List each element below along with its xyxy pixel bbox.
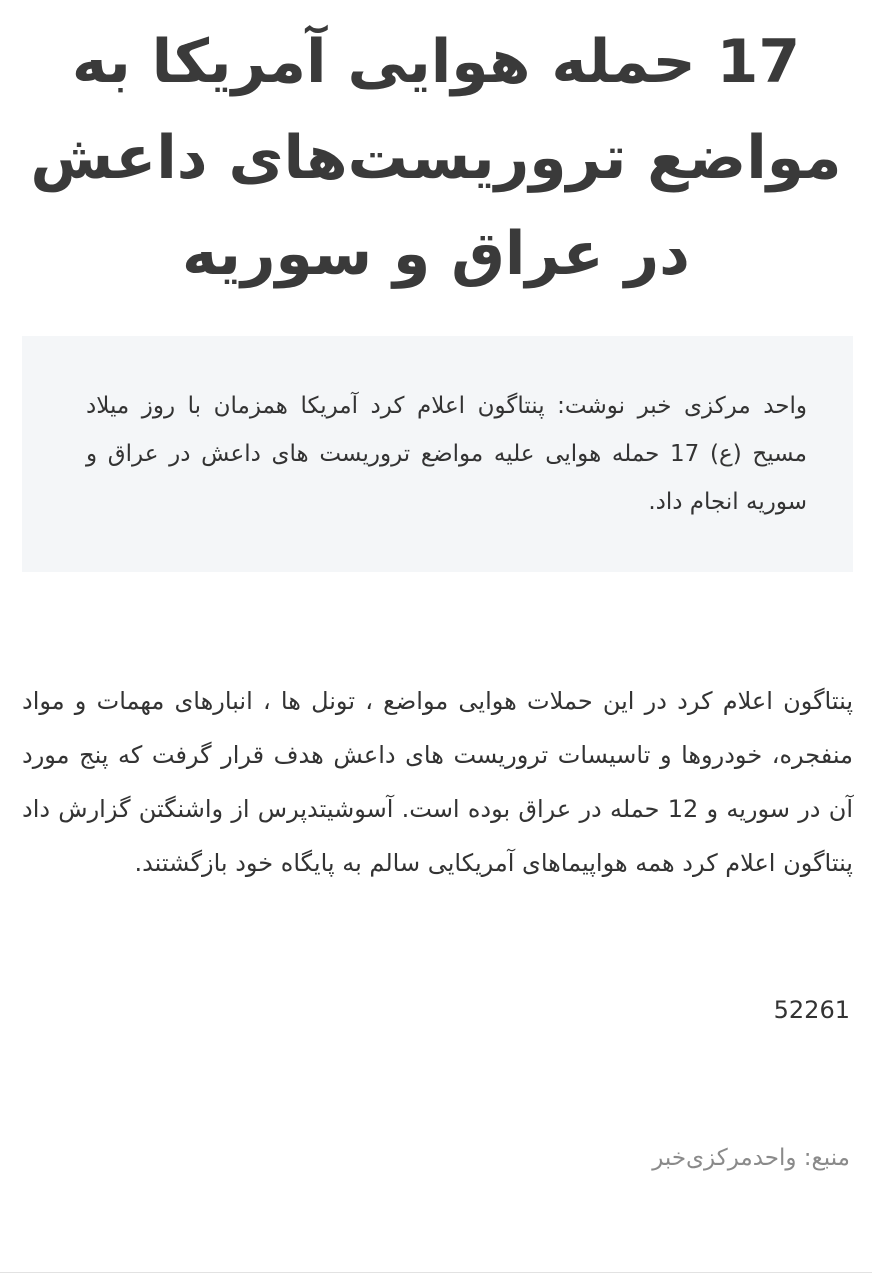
- lead-box: [22, 336, 853, 572]
- news-source[interactable]: منبع: واحدمرکزی‌خبر: [652, 1145, 850, 1171]
- article-title: 17 حمله هوایی آمریکا به مواضع تروریست‌های داعش در عراق و سوریه: [30, 27, 842, 289]
- lead-text: واحد مرکزی خبر نوشت: پنتاگون اعلام کرد آمریکا همزمان با روز میلاد مسیح (ع) 17 حمله هوایی علیه مواضع تروریست های داعش در عراق و سوریه انجام داد.: [86, 393, 808, 515]
- divider: [0, 1272, 872, 1273]
- news-code: 52261: [773, 996, 850, 1024]
- article-body: پنتاگون اعلام کرد در این حملات هوایی مواضع ، تونل ها ، انبارهای مهمات و مواد منفجره، خودروها و تاسیسات تروریست های داعش هدف قرار گرفت که پنج مورد آن در سوریه و 12 حمله در عراق بوده است. آسوشیتدپرس از واشنگتن گزارش داد پنتاگون اعلام کرد همه هواپیماهای آمریکایی سالم به پایگاه خود بازگشتند.: [22, 687, 853, 877]
